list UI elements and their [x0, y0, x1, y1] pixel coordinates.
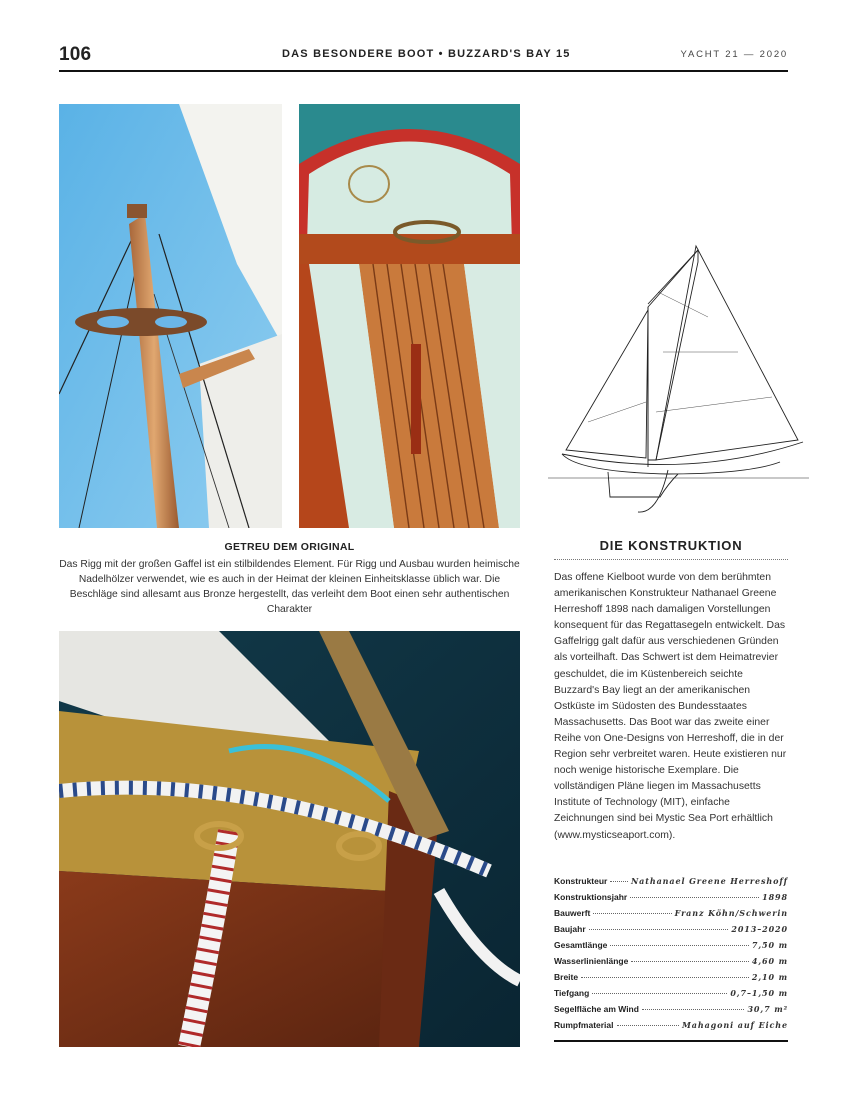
spec-value: 1898: [762, 892, 788, 902]
spec-value: 4,60 m: [751, 956, 788, 966]
spec-leader: [593, 913, 671, 914]
spec-value: Franz Köhn/Schwerin: [674, 908, 788, 918]
spec-leader: [592, 993, 727, 994]
photo-fittings: [59, 631, 520, 1047]
spec-leader: [581, 977, 749, 978]
photo-caption: [59, 541, 520, 617]
spec-label: Tiefgang: [554, 988, 590, 998]
spec-label: Breite: [554, 972, 579, 982]
spec-row: [554, 956, 788, 972]
issue-label: YACHT 21 — 2020: [680, 49, 788, 60]
spec-leader: [617, 1025, 680, 1026]
spec-value: Nathanael Greene Herreshoff: [630, 876, 788, 886]
spec-label: Bauwerft: [554, 908, 591, 918]
photo-mast: [59, 104, 282, 528]
spec-label: Gesamtlänge: [554, 940, 608, 950]
spec-row: [554, 908, 788, 924]
construction-text: Das offene Kielboot wurde von dem berühmten amerikanischen Konstrukteur Nathanael Greene Herreshoff 1898 nach damaligen Vorstellungen konsequent für das Regattasegeln entwickelt. Das Gaffelrigg galt dafür aus verschiedenen Gründen als vorteilhaft. Das Schwert ist dem Heimatrevier geschuldet, die im Küstenbereich seichte Buzzard's Bay liegt an der amerikanischen Ostküste im Südosten des Bundesstaates Massachusetts. Das Boot war das zweite einer Reihe von One-Designs von Herreshoff, die in der Region sehr verbreitet waren. Heute existieren nur noch wenige historische Exemplare. Die vollständigen Pläne liegen im Massachusetts Institute of Technology (MIT), einfache Zeichnungen sind bei Mystic Sea Port erhältlich (www.mysticseaport.com).: [554, 572, 787, 841]
spec-row: [554, 972, 788, 988]
section-title: DAS BESONDERE BOOT • BUZZARD'S BAY 15: [282, 48, 571, 60]
construction-section: [554, 538, 788, 844]
page-header: [59, 44, 788, 72]
spec-value: 30,7 m²: [747, 1004, 788, 1014]
page-number: 106: [59, 44, 92, 65]
spec-value: 7,50 m: [751, 940, 788, 950]
spec-label: Baujahr: [554, 924, 586, 934]
spec-label: Segelfläche am Wind: [554, 1004, 639, 1014]
spec-leader: [610, 881, 628, 882]
spec-leader: [610, 945, 748, 946]
spec-value: 2,10 m: [751, 972, 788, 982]
spec-table: [554, 876, 788, 1042]
caption-title: GETREU DEM ORIGINAL: [224, 541, 355, 553]
spec-leader: [630, 897, 759, 898]
spec-label: Konstruktionsjahr: [554, 892, 628, 902]
spec-leader: [631, 961, 749, 962]
spec-label: Konstrukteur: [554, 876, 608, 886]
spec-end-rule: [554, 1040, 788, 1042]
spec-value: 0,7–1,50 m: [730, 988, 788, 998]
spec-label: Wasserlinienlänge: [554, 956, 629, 966]
spec-value: Mahagoni auf Eiche: [682, 1020, 788, 1030]
spec-row: [554, 876, 788, 892]
construction-title: DIE KONSTRUKTION: [554, 538, 788, 560]
spec-row: [554, 940, 788, 956]
spec-label: Rumpfmaterial: [554, 1020, 614, 1030]
spec-row: [554, 892, 788, 908]
spec-row: [554, 924, 788, 940]
photo-deck: [299, 104, 520, 528]
spec-leader: [642, 1009, 745, 1010]
caption-text: Das Rigg mit der großen Gaffel ist ein stilbildendes Element. Für Rigg und Ausbau wurden heimische Nadelhölzer verwendet, wie es auch in der Heimat der kleinen Einheitsklasse üblich war. Die Beschläge sind allesamt aus Bronze hergestellt, das verleiht dem Boot einen sehr authentischen Charakter: [59, 559, 520, 615]
spec-row: [554, 1004, 788, 1020]
photo-sail-plan-drawing: [548, 222, 809, 528]
spec-row: [554, 988, 788, 1004]
header-rule: [59, 70, 788, 72]
spec-value: 2013–2020: [731, 924, 788, 934]
spec-leader: [589, 929, 729, 930]
spec-row: [554, 1020, 788, 1036]
